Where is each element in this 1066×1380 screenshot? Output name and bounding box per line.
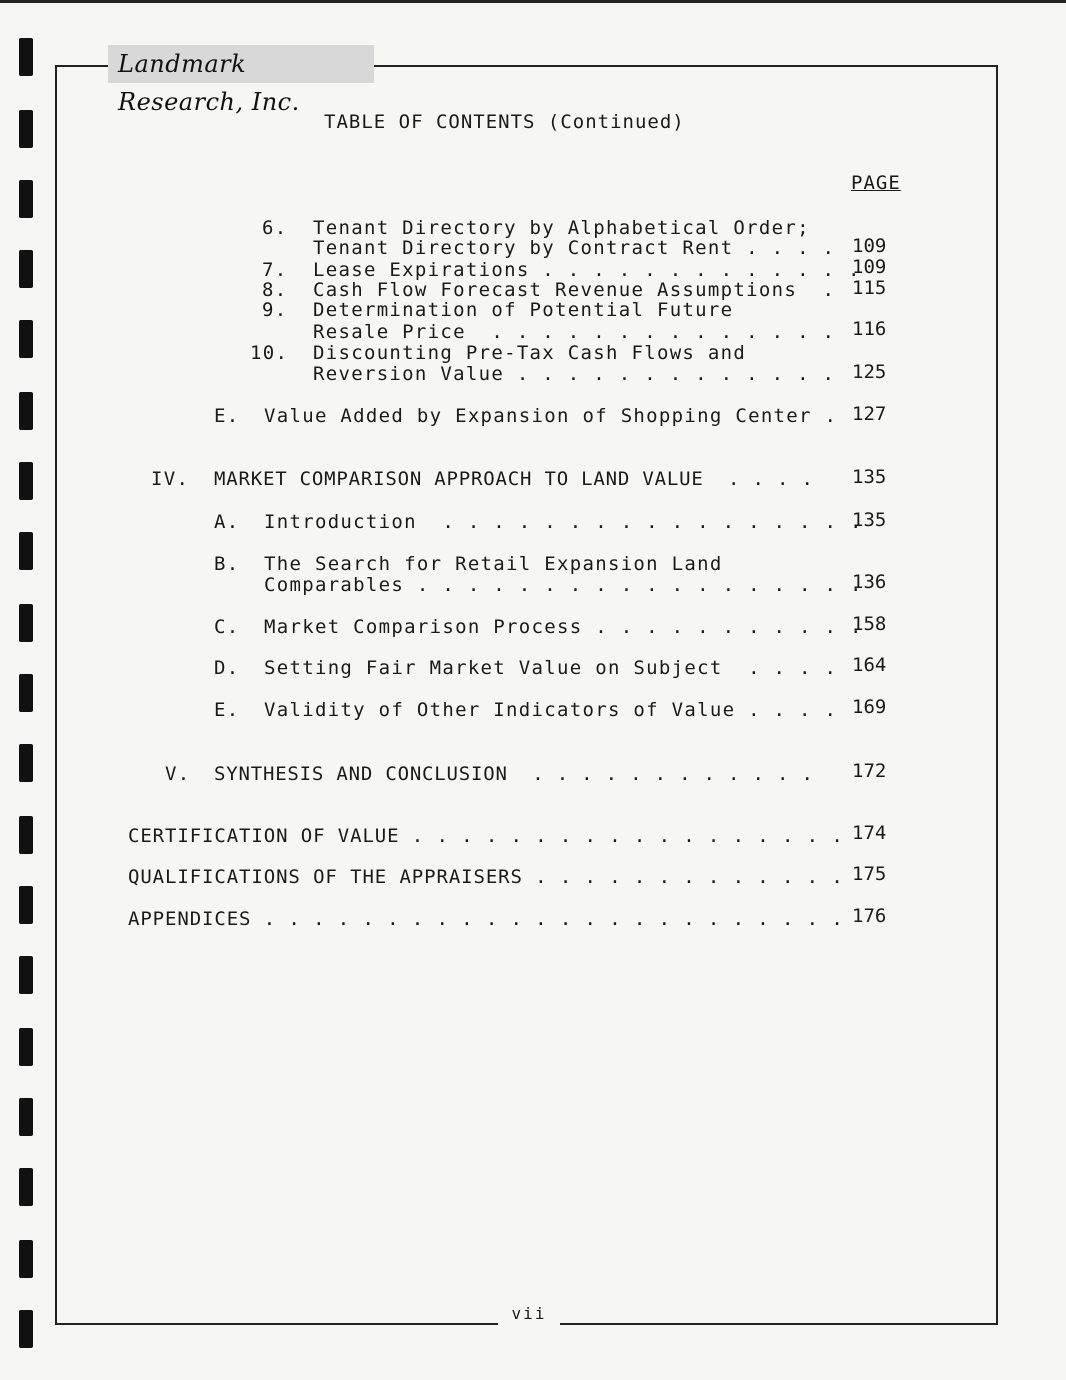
entry-number: B.	[214, 553, 240, 575]
binding-hole	[19, 604, 33, 642]
entry-title-continued: Tenant Directory by Contract Rent . . . .	[313, 237, 836, 259]
binding-hole	[19, 532, 33, 570]
entry-title: Discounting Pre-Tax Cash Flows and	[313, 342, 747, 364]
entry-number: 7.	[262, 259, 288, 281]
entry-page: 169	[852, 696, 887, 718]
entry-page: 125	[852, 361, 887, 383]
entry-page: 127	[852, 403, 887, 425]
entry-title: Cash Flow Forecast Revenue Assumptions .	[313, 279, 836, 301]
entry-number: C.	[214, 616, 240, 638]
entry-number: 6.	[262, 217, 288, 239]
entry-number: E.	[214, 405, 240, 427]
entry-page: 136	[852, 571, 887, 593]
binding-hole	[19, 38, 33, 76]
entry-page: 115	[852, 277, 887, 299]
binding-hole	[19, 250, 33, 288]
binding-hole	[19, 886, 33, 924]
binding-hole	[19, 1240, 33, 1278]
section-title: SYNTHESIS AND CONCLUSION . . . . . . . . . . . .	[214, 763, 814, 785]
section-title: MARKET COMPARISON APPROACH TO LAND VALUE . . . .	[214, 468, 814, 490]
section-number: V.	[165, 763, 191, 785]
entry-title: Value Added by Expansion of Shopping Center .	[264, 405, 838, 427]
binding-hole	[19, 1168, 33, 1206]
entry-page: 135	[852, 509, 887, 531]
page-number: vii	[511, 1304, 547, 1323]
page-column-header: PAGE	[851, 172, 901, 194]
entry-page: 172	[852, 760, 887, 782]
entry-title: Lease Expirations . . . . . . . . . . . . .	[313, 259, 861, 281]
entry-page: 158	[852, 613, 887, 635]
entry-title: The Search for Retail Expansion Land	[264, 553, 723, 575]
entry-title: Determination of Potential Future	[313, 299, 734, 321]
binding-hole	[19, 816, 33, 854]
entry-title: Setting Fair Market Value on Subject . . . .	[264, 657, 838, 679]
binding-hole	[19, 956, 33, 994]
section-number: IV.	[151, 468, 190, 490]
entry-page: 109	[852, 256, 887, 278]
entry-page: 175	[852, 863, 887, 885]
binding-hole	[19, 1028, 33, 1066]
entry-title-continued: Comparables . . . . . . . . . . . . . . . . . .	[264, 574, 863, 596]
letterhead-logo: Landmark Research, Inc.	[108, 45, 374, 83]
binding-hole	[19, 744, 33, 782]
entry-number: E.	[214, 699, 240, 721]
entry-page: 176	[852, 905, 887, 927]
binding-hole	[19, 180, 33, 218]
entry-page: 109	[852, 235, 887, 257]
binding-hole	[19, 1098, 33, 1136]
binding-hole	[19, 392, 33, 430]
entry-title: Validity of Other Indicators of Value . . . .	[264, 699, 838, 721]
binding-hole	[19, 110, 33, 148]
entry-number: 9.	[262, 299, 288, 321]
binding-hole	[19, 462, 33, 500]
binding-hole	[19, 674, 33, 712]
entry-title: Tenant Directory by Alphabetical Order;	[313, 217, 810, 239]
section-title: CERTIFICATION OF VALUE . . . . . . . . . . . . . . . . . .	[128, 825, 844, 847]
binding-hole	[19, 1310, 33, 1348]
entry-number: 10.	[250, 342, 289, 364]
page-title: TABLE OF CONTENTS (Continued)	[324, 111, 685, 133]
entry-title: Introduction . . . . . . . . . . . . . . . . .	[264, 511, 863, 533]
entry-page: 116	[852, 318, 887, 340]
section-title: QUALIFICATIONS OF THE APPRAISERS . . . . . . . . . . . . .	[128, 866, 844, 888]
page-top-edge	[0, 0, 1066, 3]
entry-page: 164	[852, 654, 887, 676]
entry-number: 8.	[262, 279, 288, 301]
entry-page: 174	[852, 822, 887, 844]
section-title: APPENDICES . . . . . . . . . . . . . . . . . . . . . . . .	[128, 908, 844, 930]
entry-number: A.	[214, 511, 240, 533]
binding-hole	[19, 320, 33, 358]
entry-page: 135	[852, 466, 887, 488]
entry-number: D.	[214, 657, 240, 679]
entry-title: Market Comparison Process . . . . . . . . . . .	[264, 616, 863, 638]
entry-title-continued: Resale Price . . . . . . . . . . . . . .	[313, 321, 836, 343]
entry-title-continued: Reversion Value . . . . . . . . . . . . .	[313, 363, 836, 385]
